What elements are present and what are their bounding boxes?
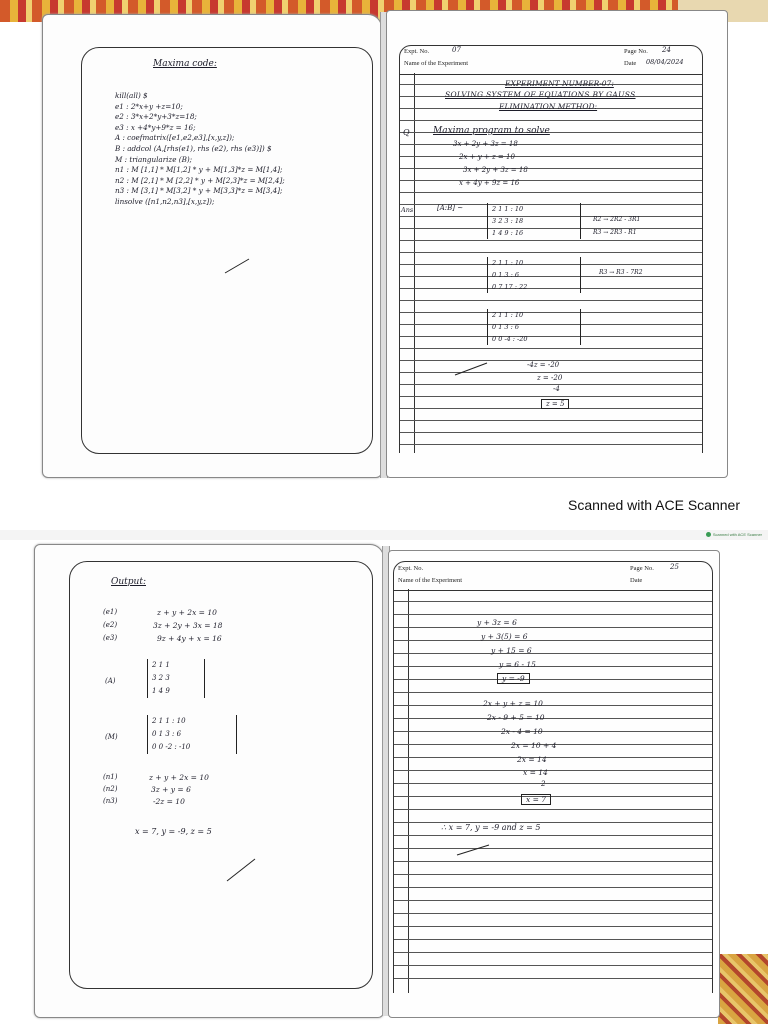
date-label: Date — [624, 60, 637, 67]
work-line: 2x + y + z = 10 — [483, 699, 543, 708]
row-operation: R3 → 2R3 - R1 — [593, 229, 637, 236]
output-label: (e3) — [103, 634, 118, 642]
date-label: Date — [630, 577, 643, 584]
matrix-row: 0 0 -4 : -20 — [492, 335, 528, 343]
matrix-row: 3 2 3 — [152, 674, 170, 682]
matrix-row: 0 7 17 : 22 — [492, 283, 528, 291]
conclusion-line: ∴ x = 7, y = -9 and z = 5 — [441, 823, 541, 832]
triangular-matrix — [147, 715, 237, 754]
expt-no-label: Expt. No. — [404, 48, 430, 55]
equation-line: 3x + 2y + 3z = 18 — [453, 140, 518, 148]
row-operation: R2 → 2R2 - 3R1 — [593, 216, 641, 223]
code-line: A : coefmatrix([e1,e2,e3],[x,y,z]); — [115, 133, 235, 143]
page-no-value: 24 — [662, 46, 671, 54]
question-marker: Q — [403, 128, 410, 137]
work-line: 2x = 14 — [517, 755, 547, 764]
work-line: y + 15 = 6 — [491, 646, 532, 655]
code-line: e3 : x +4*y+9*z = 16; — [115, 122, 196, 132]
margin-line — [408, 589, 409, 993]
question-text: Maxima program to solve — [433, 126, 550, 136]
matrix-row: 0 0 -2 : -10 — [152, 743, 191, 751]
output-equation: z + y + 2x = 10 — [157, 608, 217, 617]
augmented-matrix-2 — [487, 257, 581, 293]
bottom-right-header — [393, 561, 713, 591]
code-line: e1 : 2*x+y +z=10; — [115, 101, 183, 111]
code-line: B : addcol (A,[rhs(e1), rhs (e2), rhs (e3)]) $ — [115, 143, 272, 153]
work-line: 2 — [541, 780, 546, 788]
output-equation: z + y + 2x = 10 — [149, 773, 209, 782]
work-line: y + 3(5) = 6 — [481, 632, 528, 641]
solution-step: -4z = -20 — [527, 361, 560, 369]
pen-tick-mark — [223, 255, 253, 275]
matrix-row: 0 1 3 : 6 — [152, 730, 182, 738]
expt-no-label: Expt. No. — [398, 565, 424, 572]
top-right-header — [399, 45, 703, 75]
output-label: (e2) — [103, 621, 118, 629]
page-no-label: Page No. — [624, 48, 648, 55]
bottom-right-ruled-area — [393, 589, 713, 993]
work-line: y = 6 - 15 — [499, 660, 536, 669]
solution-step: z = -20 — [537, 374, 563, 382]
matrix-row: 1 4 9 — [152, 687, 170, 695]
experiment-heading-1: EXPERIMENT NUMBER-07: — [505, 79, 614, 88]
matrix-row: 2 1 1 : 10 — [492, 205, 524, 213]
code-line: n1 : M [1,1] * M[1,2] * y + M[1,3]*z = M[1,4]; — [115, 165, 283, 175]
boxed-answer: y = -9 — [497, 673, 530, 684]
output-equation: 3z + 2y + 3x = 18 — [153, 621, 223, 630]
experiment-name-label: Name of the Experiment — [398, 577, 463, 584]
work-line: x = 14 — [523, 768, 548, 777]
code-line: kill(all) $ — [115, 91, 148, 100]
output-label: (n2) — [103, 785, 118, 793]
boxed-answer: z = 5 — [541, 399, 569, 409]
row-operation: R3 → R3 - 7R2 — [599, 269, 643, 276]
equation-line: 3x + 2y + 3z = 18 — [463, 166, 528, 174]
code-line: n3 : M [3,1] * M[3,2] * y + M[3,3]*z = M[3,4]; — [115, 186, 283, 196]
output-label: (e1) — [103, 608, 118, 616]
bottom-left-page — [34, 544, 384, 1018]
matrix-row: 3 2 3 : 18 — [492, 217, 524, 225]
experiment-heading-3: ELIMINATION METHOD: — [499, 102, 598, 111]
scanner-logo-icon — [706, 532, 711, 537]
rug-background — [718, 954, 768, 1024]
experiment-heading-2: SOLVING SYSTEM OF EQUATIONS BY GAUSS — [445, 90, 636, 99]
work-line: 2x = 10 + 4 — [511, 741, 557, 750]
augmented-label: [A:B] ~ — [437, 204, 464, 212]
augmented-matrix-1 — [487, 203, 581, 239]
matrix-row: 2 1 1 : 10 — [152, 717, 186, 725]
equation-line: x + 4y + 9z = 16 — [459, 179, 520, 187]
pen-tick-mark — [455, 843, 495, 857]
scanner-badge — [706, 532, 762, 537]
work-line: y + 3z = 6 — [477, 618, 517, 627]
output-label: (n1) — [103, 773, 118, 781]
code-line: e2 : 3*x+2*y+3*z=18; — [115, 112, 197, 122]
boxed-answer: x = 7 — [521, 794, 551, 805]
matrix-row: 2 1 1 — [152, 661, 170, 669]
matrix-row: 0 1 3 : 6 — [492, 271, 519, 279]
output-equation: 9z + 4y + x = 16 — [157, 634, 222, 643]
expt-no-value: 07 — [452, 46, 461, 54]
matrix-row: 2 1 1 : 10 — [492, 259, 524, 267]
output-label: (A) — [105, 677, 116, 685]
output-solution: x = 7, y = -9, z = 5 — [135, 827, 212, 836]
work-line: 2x - 9 + 5 = 10 — [487, 713, 545, 722]
maxima-code-block — [115, 91, 285, 208]
experiment-name-label: Name of the Experiment — [404, 60, 469, 67]
bottom-right-page — [388, 550, 720, 1018]
page-no-label: Page No. — [630, 565, 654, 572]
code-line: linsolve ([n1,n2,n3],[x,y,z]); — [115, 196, 215, 206]
output-equation: 3z + y = 6 — [151, 785, 191, 794]
equation-line: 2x + y + z = 10 — [459, 153, 515, 161]
pen-tick-mark — [225, 855, 259, 883]
matrix-row: 2 1 1 : 10 — [492, 311, 524, 319]
pen-tick-mark — [453, 361, 493, 377]
matrix-row: 0 1 3 : 6 — [492, 323, 519, 331]
output-equation: -2z = 10 — [153, 797, 185, 806]
output-title: Output: — [111, 577, 146, 587]
page-no-value: 25 — [670, 563, 679, 571]
date-value: 08/04/2024 — [646, 58, 684, 66]
scanner-badge-text: Scanned with ACE Scanner — [712, 532, 762, 537]
output-label: (M) — [105, 733, 118, 741]
solution-step: -4 — [553, 385, 560, 393]
coefficient-matrix — [147, 659, 205, 698]
bottom-scan — [0, 540, 768, 1024]
answer-marker: Ans — [401, 206, 414, 214]
code-line: n2 : M [2,1] * M [2,2] * y + M[2,3]*z = M[2,4]; — [115, 175, 285, 185]
top-left-page — [42, 14, 382, 478]
work-line: 2x - 4 = 10 — [501, 727, 543, 736]
augmented-matrix-3 — [487, 309, 581, 345]
top-right-page — [386, 10, 728, 478]
scanner-caption: Scanned with ACE Scanner — [568, 497, 740, 513]
output-label: (n3) — [103, 797, 118, 805]
top-left-title: Maxima code: — [153, 59, 217, 69]
matrix-row: 1 4 9 : 16 — [492, 229, 524, 237]
code-line: M : triangularize (B); — [115, 154, 193, 164]
